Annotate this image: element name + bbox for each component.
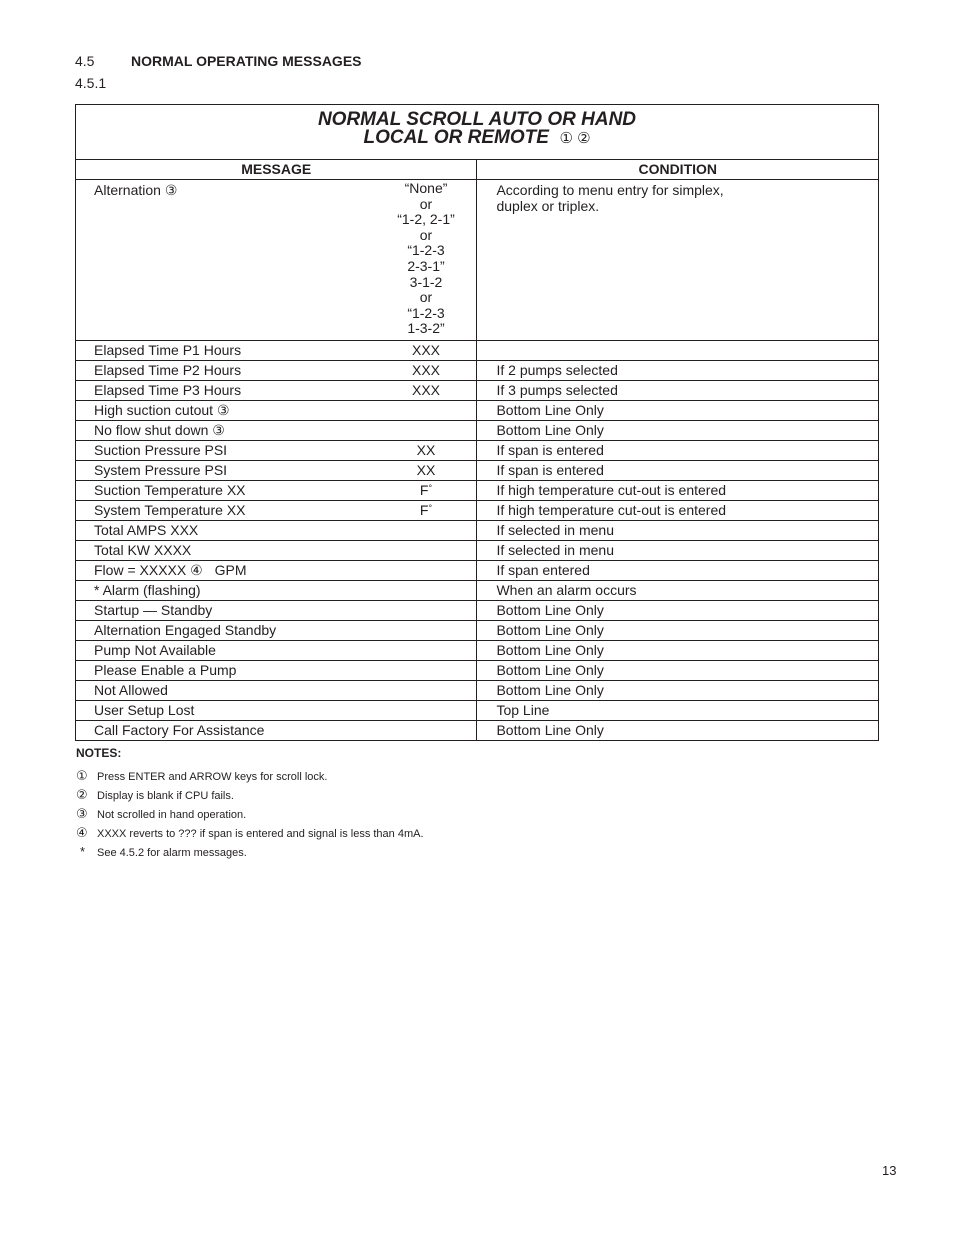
section-title: NORMAL OPERATING MESSAGES [131, 53, 362, 69]
message-text-wrap [94, 461, 227, 480]
header-condition: CONDITION [477, 160, 879, 180]
message-text: Suction Temperature XX [94, 482, 246, 498]
message-value: F [419, 482, 429, 498]
subsection-number: 4.5.1 [75, 75, 107, 91]
table-row [76, 421, 879, 441]
note-mark: ② [76, 787, 88, 802]
note-item [76, 804, 424, 823]
message-text-wrap [94, 581, 201, 600]
degree-symbol: ° [428, 483, 433, 493]
table-title-line2-text: LOCAL OR REMOTE [363, 127, 549, 148]
message-text: Suction Pressure PSI [94, 442, 228, 458]
message-text: Flow = XXXXX [94, 562, 187, 578]
note-mark: * [80, 844, 86, 859]
message-cell [76, 361, 477, 381]
message-cell [76, 721, 477, 741]
note-item [76, 823, 424, 842]
message-value-wrap [376, 481, 476, 500]
message-cell [76, 661, 477, 681]
message-cell [76, 421, 477, 441]
message-cell [76, 341, 477, 361]
note-mark: ③ [76, 806, 88, 821]
table-row [76, 561, 879, 581]
message-text: Please Enable a Pump [94, 662, 237, 678]
subsection-heading [75, 75, 106, 91]
note-text: Display is blank if CPU fails. [97, 790, 234, 802]
message-cell [76, 701, 477, 721]
alternation-value: or [419, 226, 433, 243]
condition-cell: Top Line [477, 701, 879, 721]
note-text: XXXX reverts to ??? if span is entered and signal is less than 4mA. [97, 828, 424, 840]
page-number: 13 [882, 1163, 897, 1178]
notes-list [76, 766, 424, 861]
note-mark: ④ [76, 825, 88, 840]
message-cell [76, 581, 477, 601]
message-text-wrap [94, 621, 276, 640]
message-text-wrap [94, 401, 230, 420]
table-row [76, 361, 879, 381]
footnote-mark: ③ [212, 422, 225, 438]
alternation-values [376, 181, 476, 337]
notes-title: NOTES: [76, 746, 122, 760]
message-text: Elapsed Time P3 Hours [94, 382, 242, 398]
table-row [76, 721, 879, 741]
condition-cell: If 3 pumps selected [477, 381, 879, 401]
alternation-value: or [419, 289, 433, 306]
alternation-mark: ③ [164, 182, 178, 198]
message-text: System Temperature XX [94, 502, 246, 518]
condition-cell: If selected in menu [477, 541, 879, 561]
table-row [76, 661, 879, 681]
alternation-value: “1-2-3 [407, 304, 445, 321]
condition-cell: Bottom Line Only [477, 421, 879, 441]
message-value: XXX [411, 362, 440, 378]
message-text: Pump Not Available [94, 642, 216, 658]
message-cell [76, 521, 477, 541]
message-text-wrap [94, 421, 225, 440]
alternation-value: “1-2, 2-1” [397, 211, 455, 228]
condition-cell: Bottom Line Only [477, 401, 879, 421]
section-heading [75, 53, 362, 69]
message-cell [76, 481, 477, 501]
note-item [76, 766, 424, 785]
condition-cell: If 2 pumps selected [477, 361, 879, 381]
condition-cell: Bottom Line Only [477, 681, 879, 701]
message-text-wrap [94, 501, 245, 520]
table-title-row [76, 105, 879, 160]
table-row [76, 401, 879, 421]
table-title-line1: NORMAL SCROLL AUTO OR HAND [317, 109, 637, 130]
message-text-wrap [94, 601, 212, 620]
message-value-wrap [376, 341, 476, 360]
message-text: High suction cutout [94, 402, 214, 418]
alternation-value: 1-3-2” [407, 320, 445, 337]
alternation-condition-line2: duplex or triplex. [496, 198, 600, 214]
message-text: Not Allowed [94, 682, 168, 698]
message-text: * Alarm (flashing) [94, 582, 201, 598]
table-row [76, 461, 879, 481]
note-text: Not scrolled in hand operation. [97, 809, 247, 821]
message-text: Alternation Engaged Standby [94, 622, 277, 638]
table-row [76, 681, 879, 701]
message-value-wrap [376, 381, 476, 400]
note-item [76, 785, 424, 804]
condition-cell: If span is entered [477, 441, 879, 461]
message-text-wrap [94, 701, 194, 720]
message-text-wrap [94, 661, 236, 680]
alternation-message-cell [76, 180, 477, 341]
message-text: Total KW XXXX [94, 542, 192, 558]
table-row [76, 441, 879, 461]
alternation-condition [477, 180, 879, 341]
table-row [76, 581, 879, 601]
condition-cell: If span is entered [477, 461, 879, 481]
alternation-value: “1-2-3 [407, 242, 445, 259]
message-text-wrap [94, 721, 264, 740]
message-text-wrap [94, 541, 191, 560]
note-mark: ① [76, 768, 88, 783]
table-row [76, 621, 879, 641]
degree-symbol: ° [428, 503, 433, 513]
message-value: XXX [411, 382, 440, 398]
note-item [76, 842, 424, 861]
message-text-wrap [94, 481, 246, 500]
message-cell [76, 641, 477, 661]
alternation-value: 2-3-1” [407, 257, 445, 274]
condition-cell: If high temperature cut-out is entered [477, 501, 879, 521]
condition-cell: Bottom Line Only [477, 621, 879, 641]
message-cell [76, 601, 477, 621]
alternation-condition-line1: According to menu entry for simplex, [496, 182, 724, 198]
notes-section [76, 746, 424, 861]
condition-cell [477, 341, 879, 361]
message-value-wrap [376, 361, 476, 380]
message-cell [76, 381, 477, 401]
alternation-value: or [419, 195, 433, 212]
condition-cell: Bottom Line Only [477, 641, 879, 661]
condition-cell: Bottom Line Only [477, 661, 879, 681]
message-text-wrap [94, 341, 241, 360]
table-row [76, 601, 879, 621]
condition-cell: If selected in menu [477, 521, 879, 541]
message-value-wrap [376, 461, 476, 480]
message-text-wrap [94, 681, 168, 700]
table-row [76, 501, 879, 521]
table-row [76, 641, 879, 661]
message-cell [76, 401, 477, 421]
message-cell [76, 501, 477, 521]
message-value-wrap [376, 501, 476, 520]
table-title [76, 105, 879, 160]
alternation-message [94, 181, 177, 200]
message-cell [76, 461, 477, 481]
table-row [76, 481, 879, 501]
condition-cell: If high temperature cut-out is entered [477, 481, 879, 501]
table-row [76, 701, 879, 721]
messages-table [75, 104, 879, 741]
table-row [76, 341, 879, 361]
table-row [76, 381, 879, 401]
message-text: Elapsed Time P2 Hours [94, 362, 242, 378]
message-value: XXX [411, 342, 440, 358]
message-value: XX [416, 462, 436, 478]
message-text: Elapsed Time P1 Hours [94, 342, 242, 358]
message-text-wrap [94, 361, 241, 380]
message-text: Startup — Standby [94, 602, 213, 618]
message-text: Total AMPS XXX [94, 522, 199, 538]
footnote-mark: ④ [190, 562, 203, 578]
table-title-line2 [76, 129, 878, 148]
table-row-alternation [76, 180, 879, 341]
message-cell [76, 441, 477, 461]
note-text: Press ENTER and ARROW keys for scroll lock. [97, 771, 328, 783]
condition-cell: If span entered [477, 561, 879, 581]
alternation-label: Alternation [94, 182, 161, 198]
message-text-wrap [94, 441, 227, 460]
message-cell [76, 621, 477, 641]
table-header-row [76, 160, 879, 180]
table-row [76, 541, 879, 561]
section-number: 4.5 [75, 53, 95, 69]
message-cell [76, 561, 477, 581]
message-value: XX [416, 442, 436, 458]
message-text-wrap [94, 521, 198, 540]
condition-cell: Bottom Line Only [477, 721, 879, 741]
message-text: User Setup Lost [94, 702, 195, 718]
message-unit: GPM [214, 562, 247, 578]
message-value: F [419, 502, 429, 518]
message-cell [76, 681, 477, 701]
table-row [76, 521, 879, 541]
condition-cell: When an alarm occurs [477, 581, 879, 601]
condition-cell: Bottom Line Only [477, 601, 879, 621]
message-text-wrap [94, 561, 247, 580]
message-value-wrap [376, 441, 476, 460]
message-text: No flow shut down [94, 422, 209, 438]
message-text-wrap [94, 641, 216, 660]
message-text: Call Factory For Assistance [94, 722, 265, 738]
header-message: MESSAGE [76, 160, 477, 180]
alternation-value: “None” [404, 180, 448, 196]
message-cell [76, 541, 477, 561]
message-text: System Pressure PSI [94, 462, 228, 478]
table-title-marks: ① ② [559, 130, 591, 147]
footnote-mark: ③ [216, 402, 230, 418]
alternation-value: 3-1-2 [409, 273, 443, 290]
note-text: See 4.5.2 for alarm messages. [97, 847, 247, 859]
message-text-wrap [94, 381, 241, 400]
